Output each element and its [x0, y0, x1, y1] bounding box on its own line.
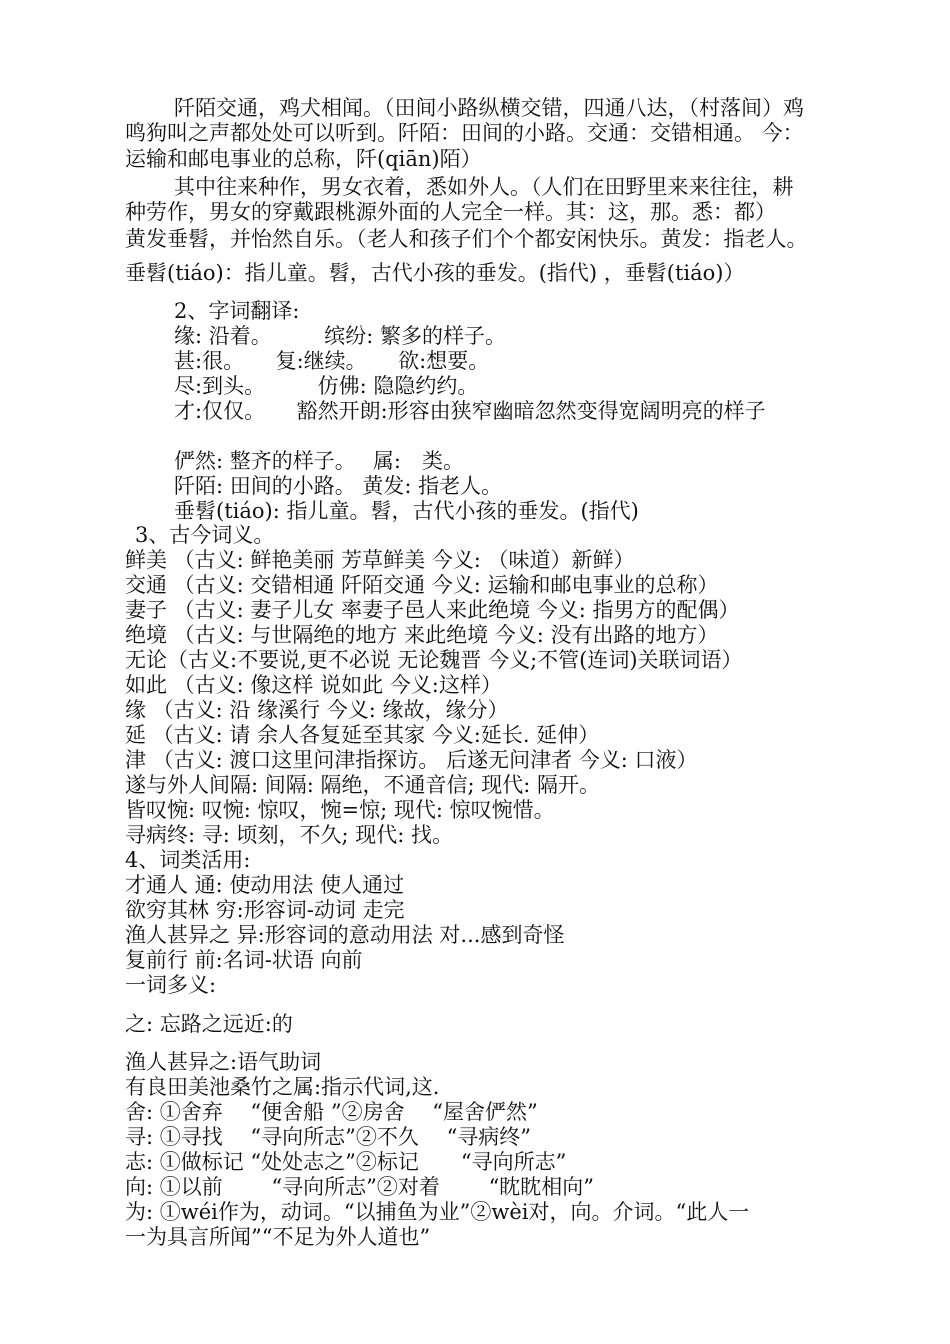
- text-line: 延 （古义: 请 余人各复延至其家 今义:延长. 延伸）: [125, 723, 600, 747]
- text-line: 欲穷其林 穷:形容词-动词 走完: [125, 898, 405, 922]
- text-line: 鸣狗叫之声都处处可以听到。阡陌：田间的小路。交通：交错相通。 今：: [125, 121, 804, 145]
- text-line: 鲜美 （古义: 鲜艳美丽 芳草鲜美 今义: （味道）新鲜）: [125, 548, 635, 572]
- text-line: 交通 （古义: 交错相通 阡陌交通 今义: 运输和邮电事业的总称）: [125, 573, 719, 597]
- text-line: 绝境 （古义: 与世隔绝的地方 来此绝境 今义: 没有出路的地方）: [125, 623, 719, 647]
- text-line: 种劳作，男女的穿戴跟桃源外面的人完全一样。其：这，那。悉：都）: [125, 200, 776, 224]
- text-line: 一为具言所闻”“不足为外人道也”: [125, 1225, 431, 1249]
- text-line: 之: 忘路之远近:的: [125, 1012, 293, 1036]
- text-line: 才:仅仅。 豁然开朗:形容由狭窄幽暗忽然变得宽阔明亮的样子: [174, 399, 766, 423]
- text-line: 渔人甚异之 异:形容词的意动用法 对...感到奇怪: [125, 923, 565, 947]
- text-line: 甚:很。 复:继续。 欲:想要。: [174, 349, 490, 373]
- section-heading: 2、字词翻译:: [174, 299, 300, 323]
- section-heading: 一词多义:: [125, 973, 217, 997]
- text-line: 俨然: 整齐的样子。 属: 类。: [174, 449, 464, 473]
- text-line: 垂髫(tiáo)：指儿童。髫，古代小孩的垂发。(指代) ，垂髫(tiáo)）: [125, 261, 745, 285]
- text-line: 寻病终: 寻: 顷刻，不久; 现代: 找。: [125, 823, 454, 847]
- text-line: 津 （古义: 渡口这里问津指探访。 后遂无问津者 今义: 口液）: [125, 748, 698, 772]
- text-line: 缘 （古义: 沿 缘溪行 今义: 缘故，缘分）: [125, 698, 509, 722]
- text-line: 舍: ①舍弃 “便舍船 ”②房舍 “屋舍俨然”: [125, 1100, 538, 1124]
- text-line: 无论（古义:不要说,更不必说 无论魏晋 今义;不管(连词)关联词语）: [125, 648, 743, 672]
- text-line: 运输和邮电事业的总称，阡(qiān)陌）: [125, 147, 482, 171]
- text-line: 其中往来种作，男女衣着，悉如外人。（人们在田野里来来往往，耕: [174, 175, 794, 199]
- text-line: 为: ①wéi作为，动词。“以捕鱼为业”②wèi对，向。介词。“此人一: [125, 1200, 750, 1224]
- text-line: 才通人 通: 使动用法 使人通过: [125, 873, 405, 897]
- text-line: 阡陌: 田间的小路。 黄发: 指老人。: [174, 474, 503, 498]
- text-line: 尽:到头。 仿佛: 隐隐约约。: [174, 374, 479, 398]
- text-line: 皆叹惋: 叹惋: 惊叹，惋=惊; 现代: 惊叹惋惜。: [125, 798, 555, 822]
- text-line: 复前行 前:名词-状语 向前: [125, 948, 363, 972]
- text-line: 志: ①做标记 “处处志之”②标记 “寻向所志”: [125, 1150, 567, 1174]
- text-line: 缘: 沿着。 缤纷: 繁多的样子。: [174, 324, 506, 348]
- section-heading: 4、词类活用:: [125, 848, 251, 872]
- text-line: 如此 （古义: 像这样 说如此 今义:这样）: [125, 673, 502, 697]
- text-line: 黄发垂髫，并怡然自乐。（老人和孩子们个个都安闲快乐。黄发：指老人。: [125, 227, 808, 251]
- text-line: 遂与外人间隔: 间隔: 隔绝，不通音信; 现代: 隔开。: [125, 773, 601, 797]
- text-line: 有良田美池桑竹之属:指示代词,这.: [125, 1075, 440, 1099]
- text-line: 阡陌交通，鸡犬相闻。（田间小路纵横交错，四通八达，（村落间）鸡: [174, 96, 804, 120]
- text-line: 向: ①以前 “寻向所志”②对着 “眈眈相向”: [125, 1175, 595, 1199]
- text-line: 渔人甚异之:语气助词: [125, 1050, 322, 1074]
- text-line: 垂髫(tiáo): 指儿童。髫，古代小孩的垂发。(指代): [174, 499, 639, 523]
- text-line: 妻子 （古义: 妻子儿女 率妻子邑人来此绝境 今义: 指男方的配偶）: [125, 598, 740, 622]
- section-heading: 3、古今词义。: [135, 523, 275, 547]
- text-line: 寻: ①寻找 “寻向所志”②不久 “寻病终”: [125, 1125, 532, 1149]
